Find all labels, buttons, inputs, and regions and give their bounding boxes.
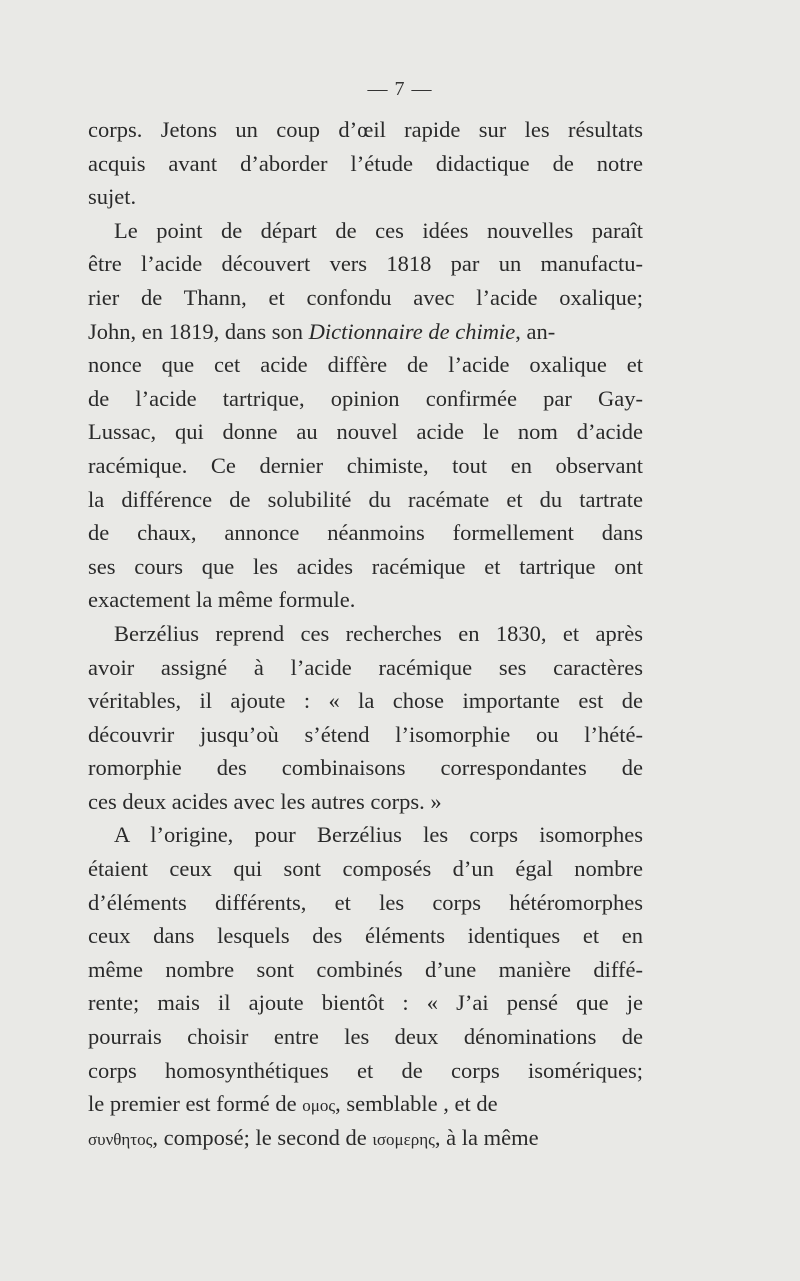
text-line: Berzélius reprend ces recherches en 1830, et après (114, 620, 643, 646)
greek-word: ισομερης (372, 1129, 435, 1149)
text-line: nonce que cet acide diffère de l’acide oxalique et (88, 352, 643, 378)
text-line: même nombre sont combinés d’une manière diffé- (88, 956, 643, 982)
text-line: de l’acide tartrique, opinion confirmée par Gay- (88, 385, 643, 411)
text-fragment: , semblable , et de (335, 1091, 498, 1117)
body-text (88, 113, 643, 1154)
text-line: A l’origine, pour Berzélius les corps isomorphes (114, 822, 643, 848)
text-line: véritables, il ajoute : « la chose importante est de (88, 688, 643, 714)
text-line: sujet. (88, 184, 137, 210)
text-line: ses cours que les acides racémique et tartrique ont (88, 553, 643, 579)
text-fragment: , à la même (434, 1124, 539, 1150)
text-line-composite (88, 1087, 643, 1121)
text-fragment: , composé; le second de (152, 1124, 373, 1150)
text-line: corps. Jetons un coup d’œil rapide sur les résultats (88, 117, 643, 142)
text-line: étaient ceux qui sont composés d’un égal nombre (88, 856, 643, 882)
text-line: corps homosynthétiques et de corps isomériques; (88, 1057, 643, 1083)
text-line: ces deux acides avec les autres corps. » (88, 788, 442, 814)
text-line: ceux dans lesquels des éléments identiques et en (88, 923, 643, 949)
text-line: être l’acide découvert vers 1818 par un manufactu- (88, 251, 643, 277)
text-line: découvrir jusqu’où s’étend l’isomorphie ou l’hété- (88, 721, 643, 747)
text-line: d’éléments différents, et les corps hétéromorphes (88, 889, 643, 915)
text-line-composite (88, 315, 643, 349)
text-fragment: le premier est formé de (88, 1091, 303, 1117)
text-line: avoir assigné à l’acide racémique ses caractères (88, 654, 643, 680)
italic-title: Dictionnaire de chimie (308, 318, 516, 344)
page-number: — 7 — (367, 78, 433, 100)
text-fragment: , an- (515, 318, 556, 344)
text-line: acquis avant d’aborder l’étude didactique de notre (88, 150, 643, 176)
text-line: exactement la même formule. (88, 587, 356, 613)
text-fragment: John, en 1819, dans son (88, 318, 309, 344)
text-line: rente; mais il ajoute bientôt : « J’ai pensé que je (88, 990, 643, 1016)
greek-word: ομος (302, 1096, 336, 1116)
text-line: la différence de solubilité du racémate et du tartrate (88, 486, 643, 512)
text-line: romorphie des combinaisons correspondantes de (88, 755, 643, 781)
text-line: rier de Thann, et confondu avec l’acide oxalique; (88, 284, 643, 310)
greek-word: συνθητος (88, 1129, 153, 1149)
text-line: racémique. Ce dernier chimiste, tout en observant (88, 452, 643, 478)
text-line: de chaux, annonce néanmoins formellement dans (88, 520, 643, 546)
text-line: Lussac, qui donne au nouvel acide le nom d’acide (88, 419, 643, 445)
text-line: pourrais choisir entre les deux dénominations de (88, 1024, 643, 1050)
text-line: Le point de départ de ces idées nouvelles paraît (114, 217, 643, 243)
text-line-composite (88, 1121, 643, 1155)
